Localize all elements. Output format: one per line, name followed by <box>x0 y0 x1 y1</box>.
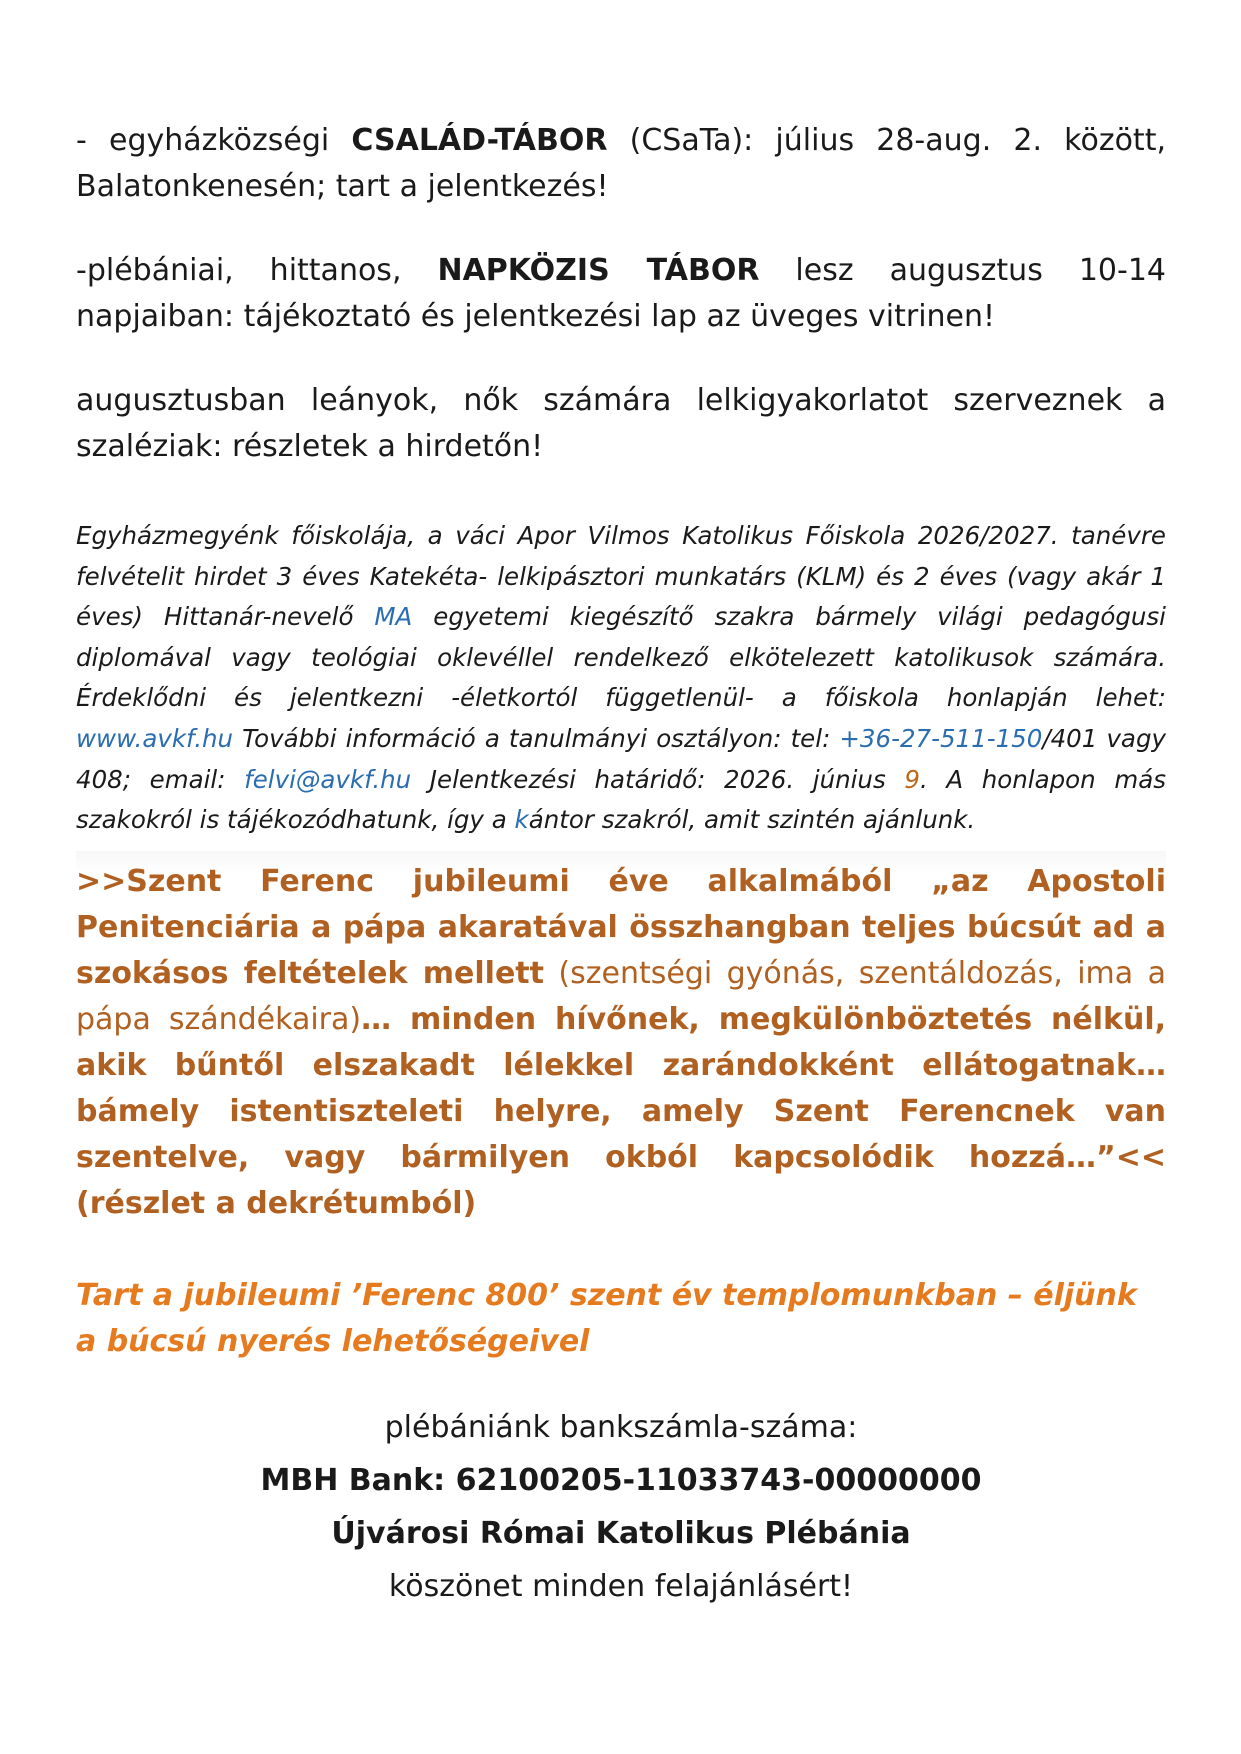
ferenc-800-text: Tart a jubileumi ’Ferenc 800’ szent év templomunkban – éljünk a búcsú nyerés lehetőségeivel <box>76 1277 1137 1359</box>
college-paragraph <box>76 516 1166 841</box>
day-camp-prefix: -plébániai, hittanos, <box>76 253 438 288</box>
email-link[interactable]: felvi@avkf.hu <box>244 764 412 794</box>
college-text-5: Jelentkezési határidő: 2026. június <box>411 764 905 794</box>
jubilee-bold-2: … minden hívőnek, megkülönböztetés nélkül, akik bűntől elszakadt lélekkel zarándokként ellátogatnak… bámely istentiszteleti helyre, amely Szent Ferencnek van szentelve, vagy bármilyen okból kapcsolódik hozzá…”<< (részlet a dekrétumból) <box>76 1001 1167 1221</box>
ma-link[interactable]: MA <box>374 602 413 632</box>
deadline-day: 9 <box>904 764 920 794</box>
kantor-k: k <box>514 805 529 835</box>
college-text-1: Egyházmegyénk főiskolája, a váci Apor Vilmos Katolikus Főiskola 2026/2027. tanévre felvételit hirdet 3 éves Katekéta- lelkipásztori munkatárs (KLM) és 2 éves (vagy akár 1 éves) Hittanár-nevelő <box>76 521 1166 632</box>
announcement-page <box>76 118 1166 1613</box>
day-camp-paragraph <box>76 248 1166 340</box>
phone-link[interactable]: +36-27-511-150 <box>839 723 1043 753</box>
ferenc-800-paragraph <box>76 1273 1166 1365</box>
jubilee-conditions: (szentségi gyónás, szentáldozás, ima a pápa szándékaira) <box>76 955 1166 1037</box>
day-camp-title: NAPKÖZIS TÁBOR <box>437 253 760 288</box>
bank-account-owner: Újvárosi Római Katolikus Plébánia <box>331 1515 911 1551</box>
bank-account-number: MBH Bank: 62100205-11033743-00000000 <box>260 1462 982 1498</box>
family-camp-text: (CSaTa): július 28-aug. 2. között, Balatonkenesén; tart a jelentkezés! <box>76 123 1166 204</box>
bank-label: plébániánk bankszámla-száma: <box>384 1409 858 1445</box>
website-link[interactable]: www.avkf.hu <box>76 723 234 753</box>
college-text-4: /401 vagy 408; email: <box>76 723 1167 794</box>
college-text-6: . A honlapon más szakokról is tájékozódhatunk, így a <box>76 764 1166 835</box>
bank-account-block <box>76 1401 1166 1613</box>
bank-thanks: köszönet minden felajánlásért! <box>388 1568 854 1604</box>
family-camp-prefix: - egyházközségi <box>76 123 352 158</box>
retreat-text: augusztusban leányok, nők számára lelkigyakorlatot szerveznek a szaléziak: részletek a hirdetőn! <box>76 383 1166 464</box>
jubilee-bold-1: >>Szent Ferenc jubileumi éve alkalmából „az Apostoli Penitenciária a pápa akaratával összhangban teljes búcsút ad a szokásos feltételek mellett <box>76 863 1166 991</box>
college-text-2: egyetemi kiegészítő szakra bármely világi pedagógusi diplomával vagy teológiai oklevéllel rendelkező elkötelezett katolikusok számára. Érdeklődni és jelentkezni -életkortól függetlenül- a főiskola honlapján lehet: <box>76 602 1166 713</box>
family-camp-title: CSALÁD-TÁBOR <box>351 123 608 158</box>
college-text-3: További információ a tanulmányi osztályon: tel: <box>233 723 840 753</box>
retreat-paragraph <box>76 378 1166 470</box>
jubilee-decree-paragraph <box>76 851 1166 1227</box>
family-camp-paragraph <box>76 118 1166 210</box>
day-camp-text: lesz augusztus 10-14 napjaiban: tájékoztató és jelentkezési lap az üveges vitrinen! <box>76 253 1166 334</box>
college-text-7: ántor szakról, amit szintén ajánlunk. <box>528 805 976 835</box>
